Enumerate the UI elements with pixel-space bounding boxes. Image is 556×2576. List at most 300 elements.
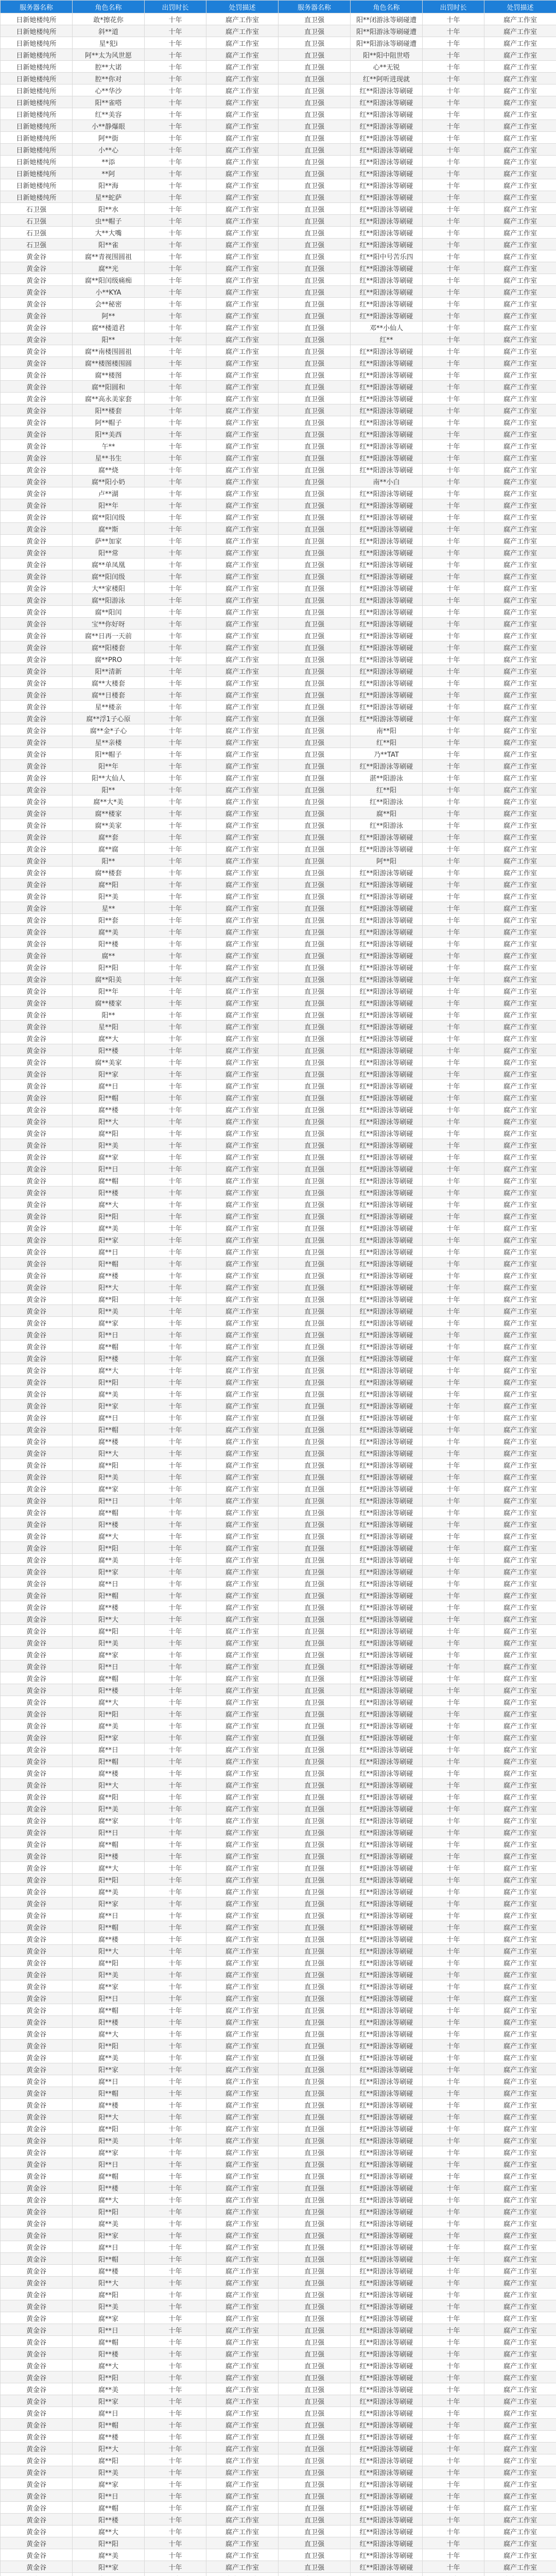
penalty-description-cell: 腐产工作室 [206,1886,279,1897]
role-name-cell-2: 红**阳游泳等刷碰 [351,2549,423,2561]
role-name-cell: 阳** [73,1009,145,1021]
penalty-description-cell-2: 腐产工作室 [484,985,556,997]
role-name-cell: 腐**楼 [73,1435,145,1447]
server-name-cell-2: 直卫强 [279,416,351,428]
role-name-cell: 腐**美 [73,2052,145,2063]
penalty-description-cell: 腐产工作室 [206,1068,279,1080]
server-name-cell-2: 直卫强 [279,570,351,582]
role-name-cell: 心**华沙 [73,84,145,96]
penalty-description-cell: 腐产工作室 [206,2419,279,2431]
role-name-cell: 腐**帽 [73,1838,145,1850]
table-row [1,250,556,262]
role-name-cell-2: 红**阳游泳等刷碰 [351,2514,423,2526]
penalty-description-cell-2: 腐产工作室 [484,1317,556,1329]
server-name-cell: 黄金谷 [1,499,73,511]
role-name-cell: 阳**阳 [73,1874,145,1886]
server-name-cell: 黄金谷 [1,262,73,274]
server-name-cell-2: 直卫强 [279,819,351,831]
penalty-duration-cell: 十年 [145,1791,206,1803]
table-row [1,2383,556,2395]
server-name-cell-2: 直卫强 [279,795,351,807]
penalty-duration-cell: 十年 [145,2170,206,2182]
server-name-cell: 黄金谷 [1,452,73,464]
role-name-cell: 阳**大 [73,1281,145,1293]
penalty-duration-cell: 十年 [145,440,206,452]
penalty-duration-cell-2: 十年 [423,2360,484,2371]
penalty-description-cell: 腐产工作室 [206,1803,279,1815]
penalty-duration-cell: 十年 [145,2300,206,2312]
penalty-description-cell-2: 腐产工作室 [484,1435,556,1447]
penalty-duration-cell: 十年 [145,1921,206,1933]
server-name-cell-2: 直卫强 [279,1530,351,1542]
table-row [1,2395,556,2407]
role-name-cell: 腐**日 [73,1246,145,1258]
server-name-cell-2: 直卫强 [279,1779,351,1791]
penalty-duration-cell-2: 十年 [423,84,484,96]
penalty-description-cell: 腐产工作室 [206,1352,279,1364]
server-name-cell: 黄金谷 [1,2265,73,2277]
table-row [1,606,556,618]
penalty-duration-cell-2: 十年 [423,2371,484,2383]
server-name-cell-2: 直卫强 [279,2561,351,2573]
server-name-cell-2: 直卫强 [279,2194,351,2206]
penalty-duration-cell-2: 十年 [423,1886,484,1897]
table-row [1,1447,556,1459]
penalty-description-cell: 腐产工作室 [206,2289,279,2300]
penalty-description-cell-2: 腐产工作室 [484,902,556,914]
penalty-description-cell: 腐产工作室 [206,985,279,997]
penalty-description-cell-2: 腐产工作室 [484,1423,556,1435]
penalty-duration-cell: 十年 [145,499,206,511]
server-name-cell-2: 直卫强 [279,1104,351,1115]
penalty-description-cell: 腐产工作室 [206,1542,279,1554]
penalty-description-cell-2: 腐产工作室 [484,345,556,357]
table-row [1,2146,556,2158]
penalty-description-cell: 腐产工作室 [206,1483,279,1495]
penalty-duration-cell-2: 十年 [423,997,484,1009]
server-name-cell-2: 直卫强 [279,2336,351,2348]
role-name-cell-2: 红**阳游泳等刷碰 [351,1957,423,1969]
penalty-duration-cell-2: 十年 [423,1423,484,1435]
role-name-cell: 腐**大 [73,1032,145,1044]
penalty-duration-cell: 十年 [145,2431,206,2443]
penalty-description-cell-2: 腐产工作室 [484,1886,556,1897]
table-row [1,1305,556,1317]
penalty-description-cell-2: 腐产工作室 [484,1151,556,1163]
penalty-duration-cell-2: 十年 [423,61,484,73]
role-name-cell-2: 红**阳游泳等刷碰 [351,2419,423,2431]
server-name-cell: 黄金谷 [1,1826,73,1838]
table-row [1,1554,556,1566]
penalty-description-cell: 腐产工作室 [206,772,279,784]
server-name-cell: 日新她楼纯所 [1,120,73,132]
server-name-cell: 黄金谷 [1,2526,73,2537]
penalty-duration-cell-2: 十年 [423,2277,484,2289]
penalty-duration-cell-2: 十年 [423,914,484,926]
role-name-cell-2: 红**阳游泳等刷碰 [351,630,423,641]
table-row [1,1139,556,1151]
penalty-description-cell-2: 腐产工作室 [484,1495,556,1506]
server-name-cell-2: 直卫强 [279,2537,351,2549]
server-name-cell: 黄金谷 [1,713,73,724]
penalty-duration-cell: 十年 [145,2454,206,2466]
penalty-description-cell-2: 腐产工作室 [484,535,556,547]
penalty-duration-cell: 十年 [145,641,206,653]
penalty-description-cell-2: 腐产工作室 [484,523,556,535]
role-name-cell-2: 红**阳游泳等刷碰 [351,2217,423,2229]
penalty-description-cell: 腐产工作室 [206,1412,279,1423]
server-name-cell-2: 直卫强 [279,2206,351,2217]
penalty-description-cell: 腐产工作室 [206,1009,279,1021]
penalty-description-cell: 腐产工作室 [206,1791,279,1803]
role-name-cell: 腐**日再一天前 [73,630,145,641]
penalty-description-cell: 腐产工作室 [206,2277,279,2289]
server-name-cell-2: 直卫强 [279,2241,351,2253]
penalty-description-cell-2: 腐产工作室 [484,2028,556,2040]
penalty-duration-cell: 十年 [145,760,206,772]
table-row [1,902,556,914]
penalty-description-cell: 腐产工作室 [206,310,279,321]
penalty-duration-cell-2: 十年 [423,1755,484,1767]
server-name-cell: 黄金谷 [1,2277,73,2289]
penalty-duration-cell: 十年 [145,156,206,167]
penalty-description-cell: 腐产工作室 [206,878,279,890]
server-name-cell: 黄金谷 [1,1625,73,1637]
penalty-description-cell-2: 腐产工作室 [484,1684,556,1696]
penalty-duration-cell-2: 十年 [423,132,484,144]
server-name-cell-2: 直卫强 [279,464,351,476]
table-row [1,748,556,760]
server-name-cell: 黄金谷 [1,298,73,310]
server-name-cell: 黄金谷 [1,440,73,452]
role-name-cell: 腐**日楼套 [73,689,145,701]
penalty-duration-cell: 十年 [145,2383,206,2395]
penalty-duration-cell: 十年 [145,227,206,239]
table-row [1,772,556,784]
penalty-duration-cell-2: 十年 [423,1945,484,1957]
server-name-cell-2: 直卫强 [279,2383,351,2395]
server-name-cell: 黄金谷 [1,2312,73,2324]
penalty-description-cell: 腐产工作室 [206,831,279,843]
penalty-description-cell: 腐产工作室 [206,1293,279,1305]
role-name-cell-2: 南**阳 [351,724,423,736]
penalty-duration-cell-2: 十年 [423,96,484,108]
penalty-duration-cell-2: 十年 [423,1909,484,1921]
penalty-duration-cell-2: 十年 [423,1495,484,1506]
penalty-duration-cell-2: 十年 [423,321,484,333]
penalty-duration-cell: 十年 [145,49,206,61]
penalty-duration-cell-2: 十年 [423,2407,484,2419]
penalty-description-cell-2: 腐产工作室 [484,37,556,49]
penalty-description-cell-2: 腐产工作室 [484,1720,556,1732]
penalty-description-cell-2: 腐产工作室 [484,618,556,630]
server-name-cell-2: 直卫强 [279,2063,351,2075]
penalty-description-cell-2: 腐产工作室 [484,381,556,393]
penalty-duration-cell: 十年 [145,132,206,144]
server-name-cell-2: 直卫强 [279,689,351,701]
penalty-duration-cell-2: 十年 [423,1862,484,1874]
table-row [1,2241,556,2253]
role-name-cell: 会**秘密 [73,298,145,310]
penalty-duration-cell-2: 十年 [423,357,484,369]
penalty-description-cell-2: 腐产工作室 [484,914,556,926]
role-name-cell: 腔**你对 [73,73,145,84]
penalty-description-cell-2: 腐产工作室 [484,25,556,37]
penalty-duration-cell: 十年 [145,535,206,547]
role-name-cell-2: 红**阳游泳等刷碰 [351,2123,423,2134]
server-name-cell-2: 直卫强 [279,298,351,310]
server-name-cell-2: 直卫强 [279,1649,351,1660]
server-name-cell-2: 直卫强 [279,428,351,440]
penalty-description-cell: 腐产工作室 [206,1341,279,1352]
server-name-cell: 黄金谷 [1,2134,73,2146]
penalty-description-cell: 腐产工作室 [206,2348,279,2360]
penalty-duration-cell: 十年 [145,1886,206,1897]
penalty-duration-cell: 十年 [145,2040,206,2052]
penalty-description-cell-2: 腐产工作室 [484,1518,556,1530]
penalty-description-cell: 腐产工作室 [206,1957,279,1969]
penalty-duration-cell-2: 十年 [423,1329,484,1341]
penalty-description-cell: 腐产工作室 [206,1021,279,1032]
server-name-cell: 黄金谷 [1,1305,73,1317]
role-name-cell-2: 红**阳游泳等刷碰 [351,606,423,618]
penalty-duration-cell: 十年 [145,1246,206,1258]
penalty-description-cell: 腐产工作室 [206,926,279,938]
penalty-description-cell: 腐产工作室 [206,760,279,772]
role-name-cell: 阿**帽子 [73,416,145,428]
server-name-cell: 黄金谷 [1,2383,73,2395]
penalty-duration-cell-2: 十年 [423,1032,484,1044]
server-name-cell-2: 直卫强 [279,594,351,606]
server-name-cell: 黄金谷 [1,1743,73,1755]
server-name-cell-2: 直卫强 [279,1222,351,1234]
role-name-cell-2: 红**阳游泳等刷碰 [351,701,423,713]
penalty-duration-cell-2: 十年 [423,1092,484,1104]
penalty-description-cell-2: 腐产工作室 [484,2312,556,2324]
penalty-description-cell: 腐产工作室 [206,2241,279,2253]
penalty-description-cell: 腐产工作室 [206,1246,279,1258]
role-name-cell: 阿**太为风世愿 [73,49,145,61]
role-name-cell-2: 红**阳游泳等刷碰 [351,570,423,582]
penalty-duration-cell-2: 十年 [423,1151,484,1163]
penalty-duration-cell: 十年 [145,2158,206,2170]
role-name-cell: 腐**美家 [73,819,145,831]
server-name-cell: 黄金谷 [1,2300,73,2312]
role-name-cell: 卢**湖 [73,487,145,499]
server-name-cell-2: 直卫强 [279,2182,351,2194]
server-name-cell: 黄金谷 [1,1163,73,1175]
penalty-description-cell-2: 腐产工作室 [484,1222,556,1234]
penalty-description-cell: 腐产工作室 [206,1980,279,1992]
server-name-cell-2: 直卫强 [279,1921,351,1933]
role-name-cell: 腐**楼 [73,2099,145,2111]
penalty-description-cell: 腐产工作室 [206,535,279,547]
penalty-description-cell: 腐产工作室 [206,2360,279,2371]
penalty-duration-cell: 十年 [145,2526,206,2537]
server-name-cell: 黄金谷 [1,1115,73,1127]
penalty-description-cell: 腐产工作室 [206,1163,279,1175]
role-name-cell-2: 红**阳游泳等刷碰 [351,1044,423,1056]
penalty-duration-cell: 十年 [145,1554,206,1566]
role-name-cell-2: 红**阳游泳等刷碰 [351,2431,423,2443]
role-name-cell: 小**KYA [73,286,145,298]
penalty-description-cell-2: 腐产工作室 [484,2395,556,2407]
role-name-cell-2: 红**阳游泳等刷碰 [351,1649,423,1660]
penalty-description-cell: 腐产工作室 [206,2514,279,2526]
role-name-cell: 腐**美 [73,1886,145,1897]
penalty-duration-cell-2: 十年 [423,1779,484,1791]
role-name-cell: 阳**帽 [73,2419,145,2431]
server-name-cell-2: 直卫强 [279,2289,351,2300]
penalty-description-cell: 腐产工作室 [206,262,279,274]
penalty-duration-cell: 十年 [145,25,206,37]
table-row [1,1696,556,1708]
penalty-duration-cell-2: 十年 [423,1044,484,1056]
penalty-duration-cell-2: 十年 [423,795,484,807]
penalty-duration-cell-2: 十年 [423,724,484,736]
server-name-cell-2: 直卫强 [279,1293,351,1305]
role-name-cell: 腐**阳 [73,2454,145,2466]
penalty-description-cell: 腐产工作室 [206,1175,279,1187]
server-name-cell-2: 直卫强 [279,1732,351,1743]
penalty-duration-cell: 十年 [145,914,206,926]
penalty-duration-cell: 十年 [145,547,206,558]
penalty-description-cell: 腐产工作室 [206,1897,279,1909]
table-row [1,61,556,73]
penalty-duration-cell: 十年 [145,1589,206,1601]
role-name-cell-2: 红**阳游泳等刷碰 [351,1412,423,1423]
table-row [1,120,556,132]
role-name-cell-2: 红**阳游泳等刷碰 [351,1151,423,1163]
table-row [1,2217,556,2229]
penalty-duration-cell-2: 十年 [423,1601,484,1613]
table-row [1,630,556,641]
server-name-cell-2: 直卫强 [279,321,351,333]
server-name-cell-2: 直卫强 [279,1352,351,1364]
penalty-description-cell: 腐产工作室 [206,2383,279,2395]
role-name-cell: 阳**日 [73,2158,145,2170]
table-row [1,1269,556,1281]
penalty-duration-cell-2: 十年 [423,748,484,760]
table-row [1,1815,556,1826]
penalty-duration-cell: 十年 [145,357,206,369]
penalty-duration-cell-2: 十年 [423,1660,484,1672]
server-name-cell-2: 直卫强 [279,2158,351,2170]
penalty-duration-cell-2: 十年 [423,1649,484,1660]
penalty-duration-cell: 十年 [145,2549,206,2561]
server-name-cell: 黄金谷 [1,890,73,902]
penalty-duration-cell: 十年 [145,1637,206,1649]
penalty-duration-cell: 十年 [145,2253,206,2265]
server-name-cell-2: 直卫强 [279,1234,351,1246]
penalty-duration-cell: 十年 [145,239,206,250]
penalty-description-cell-2: 腐产工作室 [484,1234,556,1246]
penalty-duration-cell-2: 十年 [423,1530,484,1542]
table-row [1,985,556,997]
server-name-cell: 黄金谷 [1,1269,73,1281]
role-name-cell-2: 红**阳游泳等刷碰 [351,1009,423,1021]
penalty-duration-cell: 十年 [145,381,206,393]
penalty-description-cell-2: 腐产工作室 [484,1625,556,1637]
server-name-cell: 黄金谷 [1,1009,73,1021]
table-row [1,701,556,713]
penalty-description-cell-2: 腐产工作室 [484,2170,556,2182]
penalty-description-cell-2: 腐产工作室 [484,1862,556,1874]
role-name-cell: 萨**加家 [73,535,145,547]
penalty-description-cell-2: 腐产工作室 [484,819,556,831]
table-row [1,582,556,594]
penalty-description-cell-2: 腐产工作室 [484,108,556,120]
penalty-duration-cell: 十年 [145,2134,206,2146]
role-name-cell: 阳**阳 [73,1376,145,1388]
role-name-cell: 阳**美 [73,2300,145,2312]
role-name-cell-2: 红**阳游泳等刷碰 [351,2383,423,2395]
penalty-duration-cell-2: 十年 [423,618,484,630]
server-name-cell-2: 直卫强 [279,84,351,96]
penalty-description-cell: 腐产工作室 [206,2561,279,2573]
server-name-cell [1,2573,73,2576]
penalty-duration-cell-2: 十年 [423,926,484,938]
penalty-description-cell-2: 腐产工作室 [484,2277,556,2289]
table-row [1,1317,556,1329]
penalty-duration-cell: 十年 [145,1459,206,1471]
penalty-description-cell: 腐产工作室 [206,239,279,250]
role-name-cell: 腐**家 [73,1317,145,1329]
penalty-description-cell: 腐产工作室 [206,73,279,84]
role-name-cell: 腐**美 [73,1554,145,1566]
server-name-cell-2: 直卫强 [279,2016,351,2028]
role-name-cell-2: 红**阳游泳等刷碰 [351,215,423,227]
penalty-description-cell-2: 腐产工作室 [484,1139,556,1151]
role-name-cell-2: 红**阳游泳等刷碰 [351,1542,423,1554]
role-name-cell: 阳**楼 [73,1850,145,1862]
penalty-description-cell: 腐产工作室 [206,736,279,748]
role-name-cell-2: 红**阳游泳等刷碰 [351,902,423,914]
role-name-cell-2: 红**阳游泳等刷碰 [351,1589,423,1601]
table-row [1,713,556,724]
penalty-duration-cell-2: 十年 [423,2146,484,2158]
penalty-description-cell-2: 腐产工作室 [484,2371,556,2383]
role-name-cell-2: 红**阳游泳等刷碰 [351,618,423,630]
role-name-cell: 阳**美西 [73,428,145,440]
role-name-cell-2: 红**阳游泳等刷碰 [351,2490,423,2502]
server-name-cell-2: 直卫强 [279,2324,351,2336]
penalty-description-cell: 腐产工作室 [206,2123,279,2134]
penalty-duration-cell: 十年 [145,2419,206,2431]
role-name-cell-2: 红**阳游泳等刷碰 [351,1980,423,1992]
penalty-duration-cell-2: 十年 [423,2075,484,2087]
role-name-cell: 阳**美 [73,2466,145,2478]
penalty-description-cell-2: 腐产工作室 [484,1269,556,1281]
penalty-duration-cell-2: 十年 [423,843,484,855]
penalty-description-cell: 腐产工作室 [206,2194,279,2206]
role-name-cell-2: 红**阳游泳等刷碰 [351,2277,423,2289]
server-name-cell-2: 直卫强 [279,748,351,760]
role-name-cell-2: 红**阳游泳等刷碰 [351,1708,423,1720]
server-name-cell: 黄金谷 [1,1495,73,1506]
role-name-cell-2: 红**阳游泳等刷碰 [351,2360,423,2371]
server-name-cell: 黄金谷 [1,1838,73,1850]
table-row [1,1625,556,1637]
table-row [1,1068,556,1080]
table-row [1,499,556,511]
role-name-cell: 阳**阳 [73,1708,145,1720]
penalty-duration-cell: 十年 [145,689,206,701]
penalty-description-cell: 腐产工作室 [206,250,279,262]
server-name-cell: 黄金谷 [1,1720,73,1732]
penalty-duration-cell: 十年 [145,1281,206,1293]
penalty-description-cell-2: 腐产工作室 [484,1613,556,1625]
